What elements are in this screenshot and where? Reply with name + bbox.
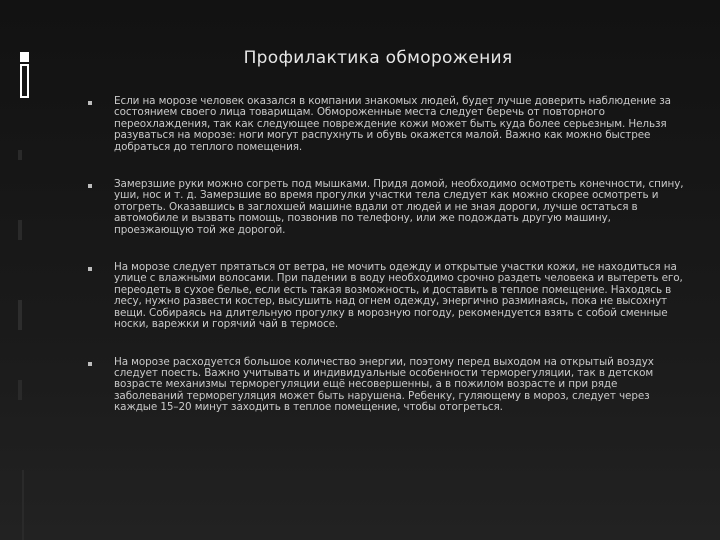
decor-bar: [22, 470, 24, 540]
side-decoration: [0, 0, 40, 540]
bullet-square-icon: [88, 362, 92, 366]
slide-title: Профилактика обморожения: [243, 48, 513, 68]
bullet-list: [88, 96, 688, 414]
bullet-item: [88, 179, 688, 236]
bullet-text: Если на морозе человек оказался в компании знакомых людей, будет лучше доверить наблюдение за состоянием своего лица товарищам. Обмороженные места следует беречь от повторного переохлаждения, так как следующее повреждение кожи может быть куда более серьезным. Нельзя разуваться на морозе: ноги могут распухнуть и обувь окажется малой. Важно как можно быстрее добраться до теплого помещения.: [114, 95, 671, 153]
bullet-square-icon: [88, 101, 92, 105]
bullet-item: [88, 262, 688, 330]
bullet-item: [88, 96, 688, 153]
bullet-text: Замерзшие руки можно согреть под мышками. Придя домой, необходимо осмотреть конечности, спину, уши, нос и т. д. Замерзшие во время прогулки участки тела следует как можно скорее осмотреть и отогреть. Оказавшись в заглохшей машине вдали от людей и не зная дороги, лучше остаться в автомобиле и вызвать помощь, позвонив по телефону, или же подождать другую машину, проезжающую той же дорогой.: [114, 178, 684, 236]
decor-bar: [18, 150, 22, 160]
decor-bar: [18, 220, 22, 240]
bullet-text: На морозе расходуется большое количество энергии, поэтому перед выходом на открытый воздух следует поесть. Важно учитывать и индивидуальные особенности терморегуляции, так в детском возрасте механизмы терморегуляции ещё несовершенны, а в пожилом возрасте и при ряде заболеваний терморегуляция может быть нарушена. Ребенку, гуляющему в мороз, следует через каждые 15–20 минут заходить в теплое помещение, чтобы отогреться.: [114, 355, 654, 414]
decor-bar: [18, 380, 22, 400]
bullet-square-icon: [88, 267, 92, 271]
bullet-text: На морозе следует прятаться от ветра, не мочить одежду и открытые участки кожи, не находиться на улице с влажными волосами. При падении в воду необходимо срочно раздеть человека и вытереть его, переодеть в сухое белье, если есть такая возможность, и доставить в теплое помещение. Находясь в лесу, нужно развести костер, высушить над огнем одежду, энергично разминаясь, пока не высохнут вещи. Собираясь на длительную прогулку в морозную погоду, рекомендуется взять с собой сменные носки, варежки и горячий чай в термосе.: [114, 261, 683, 331]
decor-block-inner: [22, 66, 27, 96]
bullet-item: [88, 357, 688, 414]
bullet-square-icon: [88, 184, 92, 188]
decor-bar: [18, 300, 22, 330]
